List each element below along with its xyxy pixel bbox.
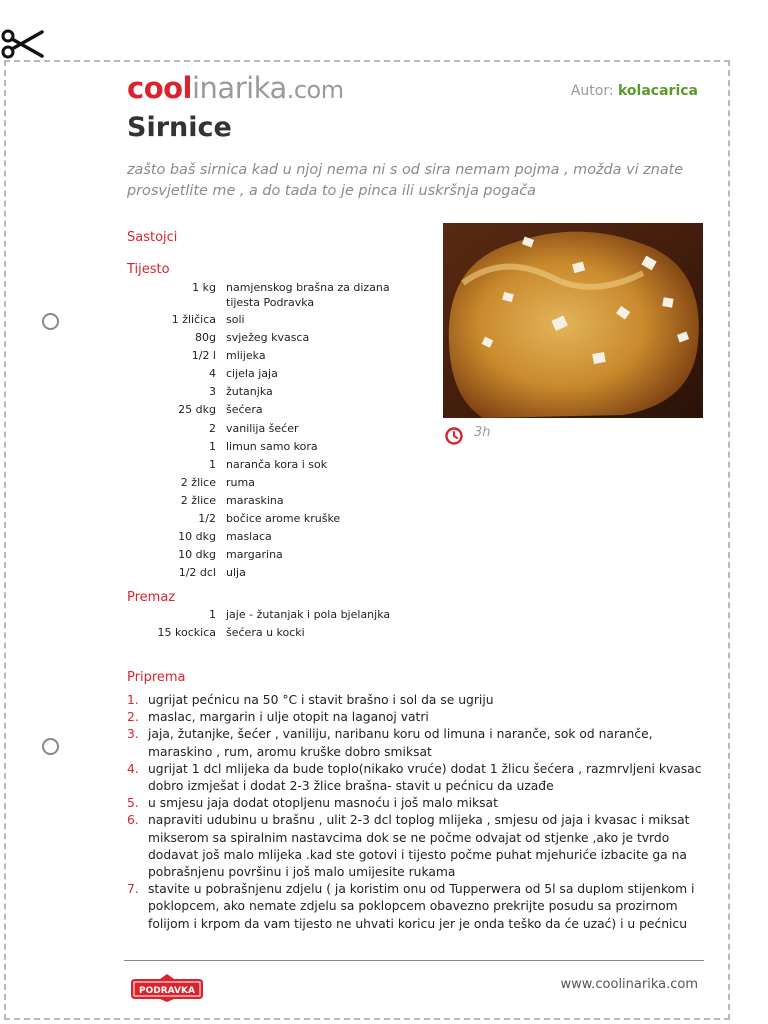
brand-name: PODRAVKA — [139, 986, 195, 996]
ingredient-qty: 2 — [209, 421, 216, 435]
ingredient-qty: 1 — [209, 457, 216, 471]
ingredient-name: limun samo kora — [226, 439, 318, 453]
ingredient-row — [127, 492, 427, 510]
ingredient-qty: 1/2 — [198, 512, 216, 526]
ingredient-row — [127, 329, 427, 347]
ingredient-name: šećera — [226, 403, 263, 417]
ingredient-row — [127, 624, 427, 642]
ingredient-list-tijesto — [127, 279, 427, 582]
ingredient-name: cijela jaja — [226, 367, 278, 381]
step-text: maslac, margarin i ulje otopit na laganoj vatri — [148, 710, 429, 725]
ingredient-qty: 15 kockica — [157, 625, 216, 639]
step-text: ugrijat 1 dcl mlijeka da bude toplo(nikako vruće) dodat 1 žlicu šećera , razmrvljeni kvasac dobro izmješat i dodat 2-3 žlice brašna- stavit u pećnicu da uzađe — [148, 761, 702, 794]
ingredient-row — [127, 311, 427, 329]
logo-part-domain: .com — [286, 76, 344, 104]
ingredient-qty: 25 dkg — [178, 403, 216, 417]
ingredient-row — [127, 401, 427, 419]
author-name[interactable]: kolacarica — [618, 83, 698, 99]
scissors-icon — [0, 26, 44, 62]
coolinarika-logo[interactable] — [127, 68, 344, 110]
ingredient-name: naranča kora i sok — [226, 457, 328, 471]
group-title-premaz: Premaz — [127, 590, 176, 605]
ingredient-qty: 3 — [209, 385, 216, 399]
podravka-logo[interactable] — [127, 973, 207, 1003]
ingredient-name: maraskina — [226, 493, 284, 507]
punch-hole — [42, 738, 59, 755]
step-text: stavite u pobrašnjenu zdjelu ( ja koristim onu od Tupperwera od 5l sa duplom stijenkom i poklopcem, ako nemate zdjelu sa poklopcem obavezno prekrijte posudu sa prozirnom folijom i krpom da vam tijesto ne uhvati koricu jer je onda teško da će uzać) i u pećnicu — [148, 882, 695, 931]
ingredient-qty: 2 žlice — [180, 493, 216, 507]
ingredient-name: soli — [226, 313, 245, 326]
preparation-step — [127, 881, 707, 933]
recipe-photo — [443, 223, 703, 418]
ingredients-heading: Sastojci — [127, 230, 178, 245]
ingredient-qty: 1 — [209, 608, 216, 621]
ingredient-row — [127, 347, 427, 365]
ingredient-qty: 10 dkg — [178, 530, 216, 544]
author-label: Autor: — [570, 83, 614, 99]
ingredient-name: ruma — [226, 475, 255, 489]
site-url[interactable]: www.coolinarika.com — [560, 977, 698, 992]
ingredient-row — [127, 438, 427, 456]
ingredient-row — [127, 365, 427, 383]
preparation-step — [127, 812, 707, 881]
ingredient-name: svježeg kvasca — [226, 331, 310, 345]
ingredient-row — [127, 474, 427, 492]
ingredient-list-premaz — [127, 606, 427, 642]
preparation-step — [127, 795, 707, 812]
logo-part-inarika: inarika — [191, 71, 287, 105]
step-number: 5. — [127, 796, 139, 811]
step-text: u smjesu jaja dodat otopljenu masnoću i još malo miksat — [148, 796, 498, 811]
ingredient-qty: 10 dkg — [178, 548, 216, 562]
ingredient-row — [127, 456, 427, 474]
ingredient-row — [127, 528, 427, 546]
step-number: 2. — [127, 710, 139, 725]
preparation-step — [127, 709, 707, 726]
ingredient-qty: 1/2 dcl — [178, 566, 216, 580]
ingredient-qty: 1 žličica — [171, 313, 216, 326]
ingredient-qty: 2 žlice — [180, 475, 216, 489]
preparation-step — [127, 726, 707, 760]
preparation-step — [127, 761, 707, 795]
recipe-intro: zašto baš sirnica kad u njoj nema ni s od sira nemam pojma , možda vi znate prosvjetlite me , a do tada to je pinca ili uskršnja pogača — [127, 162, 684, 199]
step-number: 6. — [127, 813, 139, 828]
step-text: jaja, žutanjke, šećer , vaniliju, naribanu koru od limuna i naranče, sok od naranče, maraskino , rum, aromu kruške dobro smiksat — [148, 727, 653, 759]
ingredient-qty: 4 — [209, 367, 216, 381]
footer-divider — [124, 960, 704, 961]
preparation-steps — [127, 692, 707, 933]
ingredient-name: šećera u kocki — [226, 625, 305, 639]
ingredient-name: namjenskog brašna za dizana tijesta Podravka — [226, 281, 390, 309]
group-title-tijesto: Tijesto — [127, 262, 170, 277]
punch-hole — [42, 313, 59, 330]
prep-time: 3h — [474, 425, 491, 440]
ingredient-name: jaje - žutanjak i pola bjelanjka — [226, 608, 391, 621]
logo-part-cool: cool — [127, 71, 192, 105]
step-number: 3. — [127, 727, 139, 742]
ingredient-qty: 1 — [209, 439, 216, 453]
step-number: 4. — [127, 761, 139, 776]
ingredient-qty: 1/2 l — [191, 349, 216, 363]
ingredient-row — [127, 564, 427, 582]
ingredient-name: žutanjka — [226, 385, 273, 399]
step-number: 1. — [127, 693, 139, 707]
ingredient-row — [127, 383, 427, 401]
ingredient-row — [127, 606, 427, 624]
ingredient-qty: 80g — [195, 331, 216, 345]
ingredient-name: ulja — [226, 566, 246, 580]
ingredient-name: mlijeka — [226, 349, 266, 363]
preparation-heading: Priprema — [127, 670, 186, 685]
ingredient-row — [127, 510, 427, 528]
ingredient-name: vanilija šećer — [226, 421, 299, 435]
clock-icon — [444, 425, 464, 445]
recipe-title: Sirnice — [127, 112, 232, 143]
ingredient-name: maslaca — [226, 530, 272, 544]
step-text: ugrijat pećnicu na 50 °C i stavit brašno i sol da se ugriju — [148, 693, 494, 707]
ingredient-row — [127, 279, 427, 311]
ingredient-name: bočice arome kruške — [226, 512, 341, 526]
ingredient-row — [127, 420, 427, 438]
author-line — [571, 83, 698, 99]
ingredient-row — [127, 546, 427, 564]
ingredient-name: margarina — [226, 548, 283, 562]
step-text: napraviti udubinu u brašnu , ulit 2-3 dcl toplog mlijeka , smjesu od jaja i kvasac i miksat mikserom sa spiralnim nastavcima dok se ne počme odvajat od stjenke ,ako je tvrdo dodavat još malo mlijeka .kad ste gotovi i tijesto počme puhat mjehuriće izbacite ga na pobrašnjenu površinu i još malo umijesite rukama — [148, 813, 690, 880]
preparation-step — [127, 692, 707, 709]
step-number: 7. — [127, 882, 139, 897]
ingredient-qty: 1 kg — [192, 281, 216, 294]
